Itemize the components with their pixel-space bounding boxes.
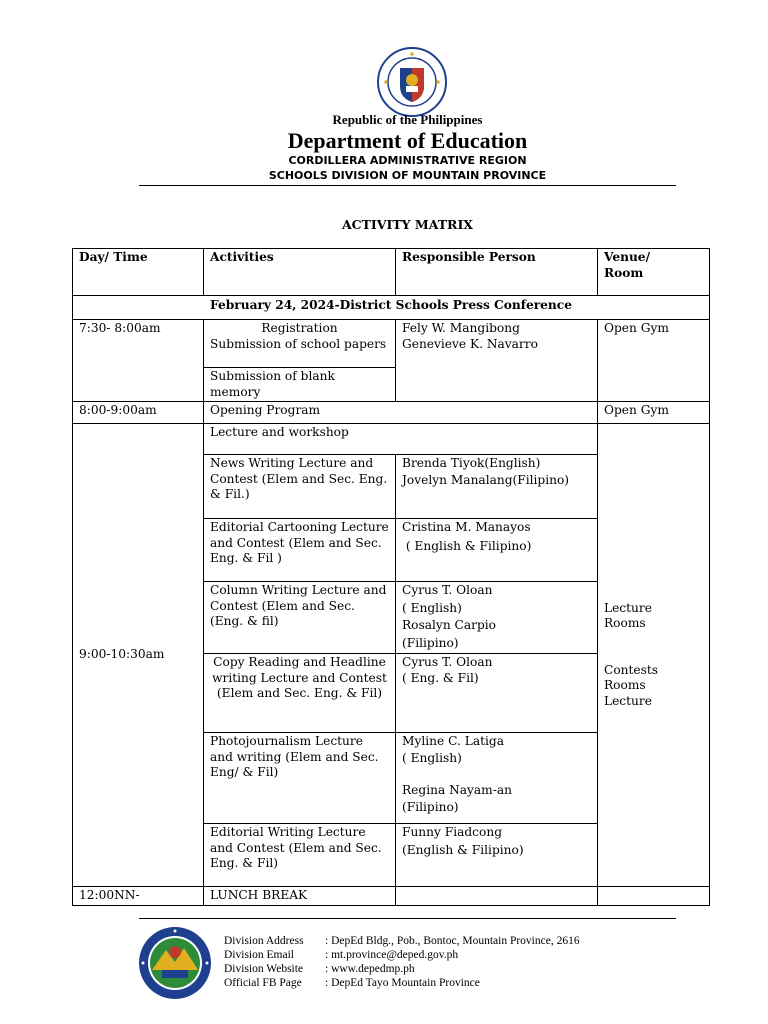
header-division: SCHOOLS DIVISION OF MOUNTAIN PROVINCE — [268, 169, 547, 182]
news-writing-person-1: Brenda Tiyok(English) — [402, 456, 541, 470]
editorial-writing-activity: Editorial Writing Lecture and Contest (Elem and Sec. Eng. & Fil) — [204, 824, 396, 887]
date-row-label: February 24, 2024-District Schools Press Conference — [73, 296, 710, 320]
column-writing-person-2: ( English) — [402, 600, 462, 615]
page-title: ACTIVITY MATRIX — [341, 217, 473, 232]
copy-reading-persons — [396, 654, 598, 733]
header-day-time: Day/ Time — [73, 249, 204, 296]
activity-matrix-table — [72, 248, 710, 906]
header-republic: Republic of the Philippines — [332, 112, 483, 127]
header-venue-line1: Venue/ — [604, 250, 651, 264]
row4-activity: LUNCH BREAK — [204, 887, 396, 906]
photojournalism-persons — [396, 733, 598, 824]
header-venue-line2: Room — [604, 265, 644, 280]
footer-website-value[interactable]: : www.depedmp.ph — [325, 963, 415, 975]
row1-person-1: Fely W. Mangibong — [402, 321, 520, 335]
deped-seal-logo — [376, 46, 448, 118]
row1-persons — [396, 320, 598, 402]
photojournalism-person-3: Regina Nayam-an — [402, 783, 512, 797]
row1-activity-registration-label: Registration — [261, 321, 338, 335]
editorial-cartooning-person-2: ( English & Filipino) — [402, 538, 532, 553]
photojournalism-person-1: Myline C. Latiga — [402, 734, 504, 748]
news-writing-persons — [396, 455, 598, 519]
row3-venue-4: Rooms — [604, 678, 646, 693]
photojournalism-activity: Photojournalism Lecture and writing (Elem and Sec. Eng/ & Fil) — [204, 733, 396, 824]
footer-rule — [139, 918, 676, 919]
row3-venue — [598, 424, 710, 887]
editorial-cartooning-activity: Editorial Cartooning Lecture and Contest (Elem and Sec. Eng. & Fil ) — [204, 519, 396, 582]
table-row — [73, 402, 710, 424]
row3-lecture-workshop: Lecture and workshop — [204, 424, 598, 455]
row1-activity-blank-memory: Submission of blank memory — [204, 368, 396, 402]
column-writing-activity: Column Writing Lecture and Contest (Elem and Sec. (Eng. & fil) — [204, 582, 396, 654]
copy-reading-activity: Copy Reading and Headline writing Lecture and Contest (Elem and Sec. Eng. & Fil) — [204, 654, 396, 733]
row3-time: 9:00-10:30am — [73, 424, 204, 887]
editorial-writing-person-1: Funny Fiadcong — [402, 825, 502, 839]
photojournalism-person-4: (Filipino) — [402, 799, 459, 814]
row1-person-2: Genevieve K. Navarro — [402, 336, 538, 351]
footer-email-label: Division Email — [224, 949, 294, 961]
row2-venue: Open Gym — [598, 402, 710, 424]
row3-venue-2: Rooms — [604, 616, 646, 631]
column-writing-persons — [396, 582, 598, 654]
row3-venue-1: Lecture — [604, 600, 652, 615]
footer-email-value[interactable]: : mt.province@deped.gov.ph — [325, 949, 459, 961]
table-header-row — [73, 249, 710, 296]
header-department: Department of Education — [287, 128, 528, 153]
row1-venue: Open Gym — [598, 320, 710, 402]
row1-activity-submission: Submission of school papers — [210, 336, 387, 351]
header-responsible: Responsible Person — [396, 249, 598, 296]
row4-time: 12:00NN- — [73, 887, 204, 906]
table-row — [73, 424, 710, 455]
news-writing-person-2: Jovelyn Manalang(Filipino) — [402, 472, 570, 487]
table-row — [73, 887, 710, 906]
header-activities: Activities — [204, 249, 396, 296]
row4-venue — [598, 887, 710, 906]
news-writing-activity: News Writing Lecture and Contest (Elem and Sec. Eng. & Fil.) — [204, 455, 396, 519]
copy-reading-person-1: Cyrus T. Oloan — [402, 655, 493, 669]
header-venue — [598, 249, 710, 296]
footer-address-value: : DepEd Bldg., Pob., Bontoc, Mountain Province, 2616 — [325, 935, 580, 947]
copy-reading-person-2: ( Eng. & Fil) — [402, 670, 479, 685]
editorial-cartooning-persons — [396, 519, 598, 582]
editorial-writing-persons — [396, 824, 598, 887]
footer-website-label: Division Website — [224, 963, 304, 975]
column-writing-person-4: (Filipino) — [402, 635, 459, 650]
table-row — [73, 320, 710, 368]
editorial-cartooning-person-1: Cristina M. Manayos — [402, 520, 531, 534]
date-row — [73, 296, 710, 320]
footer-address-label: Division Address — [224, 935, 304, 947]
row1-time: 7:30- 8:00am — [73, 320, 204, 402]
division-seal-logo — [138, 926, 212, 1000]
row2-activity: Opening Program — [204, 402, 598, 424]
row3-venue-3: Contests — [604, 662, 659, 677]
header-rule — [139, 185, 676, 186]
row4-responsible — [396, 887, 598, 906]
editorial-writing-person-2: (English & Filipino) — [402, 842, 524, 857]
column-writing-person-1: Cyrus T. Oloan — [402, 583, 493, 597]
row1-activity-registration — [204, 320, 396, 368]
column-writing-person-3: Rosalyn Carpio — [402, 618, 496, 632]
footer-fb-label: Official FB Page — [224, 977, 302, 989]
photojournalism-person-2: ( English) — [402, 750, 462, 765]
row3-venue-5: Lecture — [604, 693, 652, 708]
row2-time: 8:00-9:00am — [73, 402, 204, 424]
footer-fb-value[interactable]: : DepEd Tayo Mountain Province — [325, 977, 480, 989]
header-region: CORDILLERA ADMINISTRATIVE REGION — [288, 154, 527, 167]
